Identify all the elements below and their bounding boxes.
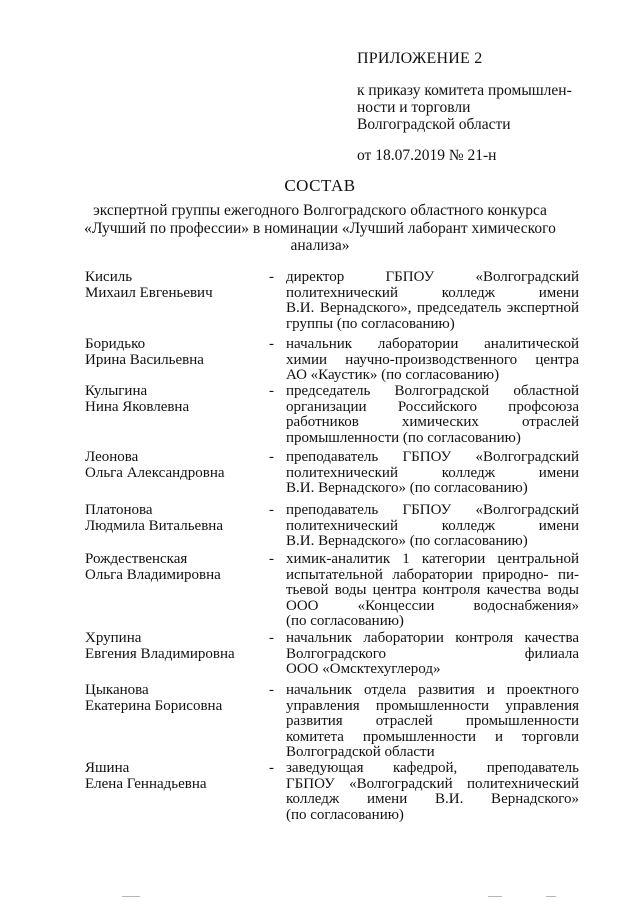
member-surname: Цыканова bbox=[85, 682, 149, 698]
role-line: председатель Волгоградской областной bbox=[286, 383, 579, 399]
subtitle-line: «Лучший по профессии» в номинации «Лучший лаборант химического bbox=[84, 219, 556, 237]
role-line: развития отраслей промышленности bbox=[286, 713, 579, 729]
member-dash: - bbox=[269, 336, 274, 352]
role-line: начальник лаборатории аналитической bbox=[286, 336, 579, 352]
member-name bbox=[85, 761, 265, 792]
member-name bbox=[85, 683, 265, 714]
member-dash: - bbox=[269, 502, 274, 518]
member-surname: Кисиль bbox=[85, 269, 133, 285]
member-name bbox=[85, 503, 265, 534]
member-given-name: Ирина Васильевна bbox=[85, 351, 204, 368]
member-role bbox=[286, 270, 579, 332]
member-role bbox=[286, 450, 579, 497]
member-given-name: Екатерина Борисовна bbox=[85, 697, 223, 714]
scan-mark bbox=[488, 896, 502, 897]
role-line: В.И. Вернадского» (по согласованию) bbox=[286, 533, 528, 549]
member-name bbox=[85, 552, 265, 583]
appendix-line: Волгоградской области bbox=[357, 116, 511, 133]
role-line: ООО «Концессии водоснабжения» bbox=[286, 597, 579, 614]
member-role bbox=[286, 631, 579, 678]
member-role bbox=[286, 552, 579, 630]
document-subtitle bbox=[80, 202, 560, 255]
member-surname: Леонова bbox=[85, 449, 139, 465]
member-name bbox=[85, 270, 265, 301]
role-line: заведующая кафедрой, преподаватель bbox=[286, 760, 579, 776]
member-surname: Рождественская bbox=[85, 551, 188, 567]
appendix-line: ности и торговли bbox=[357, 99, 471, 116]
role-line: химик-аналитик 1 категории центральной bbox=[286, 551, 579, 567]
scan-mark bbox=[122, 896, 140, 897]
member-role bbox=[286, 683, 579, 761]
role-line: промышленности (по согласованию) bbox=[286, 429, 521, 446]
member-dash: - bbox=[269, 630, 274, 646]
member-name bbox=[85, 337, 265, 368]
member-dash: - bbox=[269, 269, 274, 285]
role-line: Волгоградской области bbox=[286, 744, 435, 760]
member-surname: Платонова bbox=[85, 502, 153, 518]
role-line: организации Российского профсоюза bbox=[286, 398, 579, 415]
role-line: директор ГБПОУ «Волгоградский bbox=[286, 269, 579, 285]
role-line: ГБПОУ «Волгоградский политехнический bbox=[286, 775, 579, 792]
role-line: работников химических отраслей bbox=[286, 414, 579, 430]
order-date: 18.07.2019 bbox=[375, 147, 445, 164]
role-line: управления промышленности управления bbox=[286, 697, 579, 714]
role-line: (по согласованию) bbox=[286, 613, 404, 629]
subtitle-line: экспертной группы ежегодного Волгоградского областного конкурса bbox=[93, 202, 547, 219]
member-surname: Хрупина bbox=[85, 630, 142, 646]
role-line: колледж имени В.И. Вернадского» bbox=[286, 791, 579, 807]
role-line: преподаватель ГБПОУ «Волгоградский bbox=[286, 502, 579, 518]
appendix-block bbox=[357, 50, 597, 164]
subtitle-line: анализа» bbox=[290, 237, 350, 254]
member-given-name: Елена Геннадьевна bbox=[85, 775, 207, 792]
member-name bbox=[85, 384, 265, 415]
role-line: ООО «Омсктехуглерод» bbox=[286, 661, 441, 677]
role-line: комитета промышленности и торговли bbox=[286, 728, 579, 745]
order-date-line bbox=[357, 147, 597, 164]
member-surname: Яшина bbox=[85, 760, 130, 776]
member-given-name: Нина Яковлевна bbox=[85, 398, 190, 415]
role-line: начальник отдела развития и проектного bbox=[286, 682, 579, 698]
role-line: тьевой воды центра контроля качества воды bbox=[286, 582, 579, 598]
role-line: АО «Каустик» (по согласованию) bbox=[286, 367, 500, 383]
member-given-name: Евгения Владимировна bbox=[85, 645, 235, 662]
role-line: преподаватель ГБПОУ «Волгоградский bbox=[286, 449, 579, 465]
document-title: СОСТАВ bbox=[284, 176, 356, 195]
member-role bbox=[286, 384, 579, 446]
member-given-name: Людмила Витальевна bbox=[85, 517, 223, 534]
role-line: (по согласованию) bbox=[286, 806, 404, 823]
member-surname: Кулыгина bbox=[85, 383, 148, 399]
member-dash: - bbox=[269, 551, 274, 567]
role-line: В.И. Вернадского» (по согласованию) bbox=[286, 480, 528, 496]
role-line: политехнический колледж имени bbox=[286, 284, 579, 301]
scan-mark bbox=[546, 896, 556, 897]
appendix-title: ПРИЛОЖЕНИЕ 2 bbox=[357, 50, 483, 67]
role-line: политехнический колледж имени bbox=[286, 464, 579, 481]
role-line: группы (по согласованию) bbox=[286, 315, 455, 332]
order-number: № 21-н bbox=[448, 147, 497, 164]
member-role bbox=[286, 761, 579, 823]
member-given-name: Михаил Евгеньевич bbox=[85, 284, 213, 301]
role-line: начальник лаборатории контроля качества bbox=[286, 630, 579, 646]
role-line: В.И. Вернадского», председатель экспертной bbox=[286, 300, 579, 316]
role-line: химии научно-производственного центра bbox=[286, 351, 579, 368]
member-name bbox=[85, 450, 265, 481]
order-date-prefix: от bbox=[357, 147, 372, 164]
role-line: испытательной лаборатории природно- пи- bbox=[286, 566, 579, 583]
member-dash: - bbox=[269, 383, 274, 399]
member-role bbox=[286, 503, 579, 550]
role-line: политехнический колледж имени bbox=[286, 517, 579, 534]
member-name bbox=[85, 631, 265, 662]
member-surname: Боридько bbox=[85, 336, 146, 352]
role-line: Волгоградского филиала bbox=[286, 645, 579, 662]
member-dash: - bbox=[269, 760, 274, 776]
member-given-name: Ольга Александровна bbox=[85, 464, 225, 481]
member-given-name: Ольга Владимировна bbox=[85, 566, 221, 583]
member-role bbox=[286, 337, 579, 384]
appendix-line: к приказу комитета промышлен- bbox=[357, 82, 572, 99]
member-dash: - bbox=[269, 682, 274, 698]
member-dash: - bbox=[269, 449, 274, 465]
